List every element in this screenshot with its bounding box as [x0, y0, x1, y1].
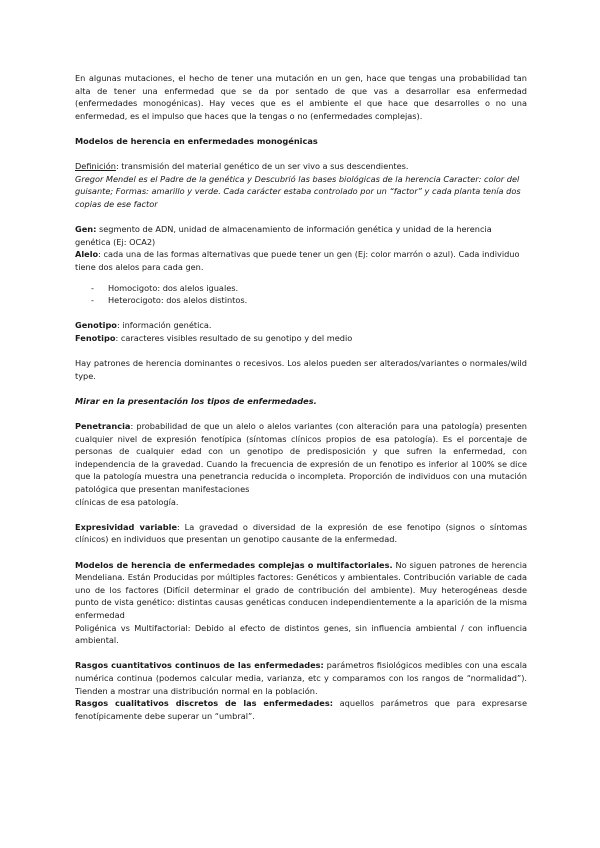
penetrancia-paragraph-end: clínicas de esa patología.	[75, 496, 179, 507]
cuantitativos-paragraph: Rasgos cuantitativos continuos de las enfermedades: parámetros fisiológicos medibles con una escala numérica continua (podemos calcular media, varianza, etc y comparamos con los rangos de “normalidad”). Tienden a mostrar una distribución normal en la población.	[75, 660, 527, 696]
fenotipo-definition: Fenotipo: caracteres visibles resultado de su genotipo y del medio	[75, 332, 353, 343]
definition-label: Definición	[75, 161, 116, 172]
complejas-paragraph: Modelos de herencia de enfermedades complejas o multifactoriales. No siguen patrones de herencia Mendeliana. Están Producidas por múltiples factores: Genéticos y ambientales. Contribución variable de cada uno de los factores (Difícil determinar el grado de contribución del ambiente). Muy heterogéneas desde punto de vista genético: distintas causas genéticas conducen independientemente a la aparición de la misma enfermedad	[75, 559, 527, 620]
patrones-paragraph: Hay patrones de herencia dominantes o recesivos. Los alelos pueden ser alterados/variantes o normales/wild type.	[75, 358, 527, 381]
genotipo-definition: Genotipo: información genética.	[75, 320, 212, 331]
presentation-note: Mirar en la presentación los tipos de enfermedades.	[75, 395, 317, 406]
intro-paragraph: En algunas mutaciones, el hecho de tener una mutación en un gen, hace que tengas una probabilidad tan alta de tener una enfermedad que se da por sentado de que vas a desarrollar esa enfermedad (enfermedades monogénicas). Hay veces que es el ambiente el que hace que desarrolles o no una enfermedad, es el impulso que haces que la tengas o no (enfermedades complejas).	[75, 73, 527, 121]
penetrancia-paragraph: Penetrancia: probabilidad de que un alelo o alelos variantes (con alteración para una patología) presenten cualquier nivel de expresión fenotípica (síntomas clínicos propios de esa patología). Es el porcentaje de personas de cualquier edad con un genotipo de predisposición y que sufren la enfermedad, con independencia de la gravedad. Cuando la frecuencia de expresión de un fenotipo es inferior al 100% se dice que la patología muestra una penetrancia reducida o incompleta. Proporción de individuos con una mutación patológica que presentan manifestaciones	[75, 421, 527, 494]
cualitativos-paragraph: Rasgos cualitativos discretos de las enfermedades: aquellos parámetros que para expresarse fenotípicamente debe superar un “umbral”.	[75, 698, 527, 721]
poligenica-paragraph: Poligénica vs Multifactorial: Debido al efecto de distintos genes, sin influencia ambiental / con influencia ambiental.	[75, 622, 527, 646]
document-page	[75, 72, 527, 722]
list-item: - Homocigoto: dos alelos iguales.	[91, 282, 239, 293]
definition-paragraph: Definición: transmisión del material genético de un ser vivo a sus descendientes.	[75, 161, 409, 172]
expresividad-paragraph: Expresividad variable: La gravedad o diversidad de la expresión de ese fenotipo (signos o síntomas clínicos) en individuos que presentan un genotipo causante de la enfermedad.	[75, 521, 527, 545]
section-heading-monogenic: Modelos de herencia en enfermedades monogénicas	[75, 135, 318, 146]
alelo-definition: Alelo: cada una de las formas alternativas que puede tener un gen (Ej: color marrón o azul). Cada individuo tiene dos alelos para cada gen.	[75, 249, 520, 272]
list-item: - Heterocigoto: dos alelos distintos.	[91, 295, 248, 306]
gen-definition: Gen: segmento de ADN, unidad de almacenamiento de información genética y unidad de la herencia genética (Ej: OCA2)	[75, 224, 492, 247]
mendel-note: Gregor Mendel es el Padre de la genética y Descubrió las bases biológicas de la herencia Caracter: color del guisante; Formas: amarillo y verde. Cada carácter estaba controlado por un “factor” y cada planta tenía dos copias de ese factor	[75, 173, 521, 209]
allele-list	[75, 282, 527, 307]
